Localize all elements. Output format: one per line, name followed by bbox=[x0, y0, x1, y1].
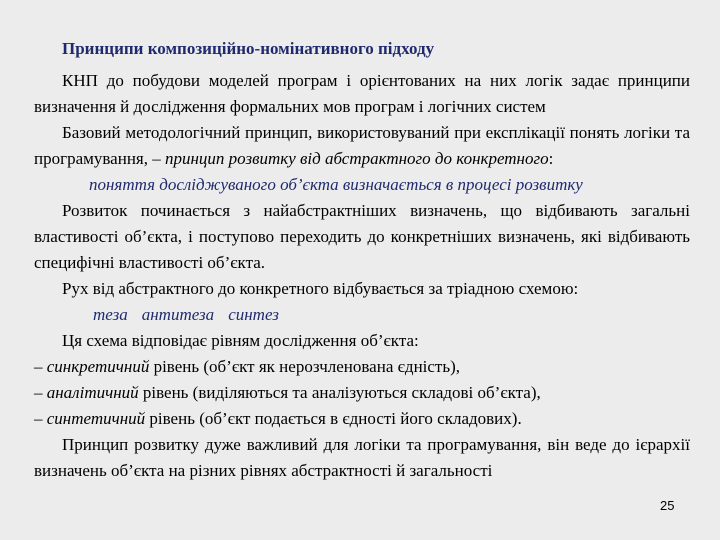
triad-list bbox=[34, 302, 690, 328]
highlight-statement: поняття досліджуваного об’єкта визначається в процесі розвитку bbox=[89, 175, 583, 194]
principle-italic: принцип розвитку від абстрактного до конкретного bbox=[165, 149, 549, 168]
level-desc: рівень (виділяються та аналізуються складові об’єкта), bbox=[138, 383, 541, 402]
level-term: аналітичний bbox=[46, 383, 139, 402]
level-desc: рівень (об’єкт подається в єдності його складових). bbox=[145, 409, 522, 428]
paragraph-conclusion: Принцип розвитку дуже важливий для логіки та програмування, він веде до ієрархії визначень об’єкта на різних рівнях абстрактності й загальності bbox=[34, 435, 690, 480]
level-term: синтетичний bbox=[46, 409, 146, 428]
level-item bbox=[34, 354, 690, 380]
principle-text: Базовий методологічний принцип, використовуваний при експлікації понять логіки та програмування, – bbox=[34, 123, 690, 168]
paragraph-knp: КНП до побудови моделей програм і орієнтованих на них логік задає принципи визначення й дослідження формальних мов програм і логічних систем bbox=[34, 71, 690, 116]
level-dash: – bbox=[34, 409, 47, 428]
triad-antithesis: антитеза bbox=[141, 305, 215, 324]
paragraph-principle bbox=[34, 120, 690, 172]
page-number: 25 bbox=[660, 498, 675, 513]
principle-colon: : bbox=[548, 149, 554, 168]
slide-title: Принципи композиційно-номінативного підходу bbox=[62, 39, 435, 58]
level-item bbox=[34, 380, 690, 406]
triad-synthesis: синтез bbox=[228, 305, 279, 324]
paragraph-triad-intro: Рух від абстрактного до конкретного відбувається за тріадною схемою: bbox=[62, 279, 579, 298]
level-dash: – bbox=[34, 383, 47, 402]
paragraph-development: Розвиток починається з найабстрактніших визначень, що відбивають загальні властивості об’єкта, і поступово переходить до конкретніших визначень, які відбивають специфічні властивості об’єкта. bbox=[34, 201, 690, 272]
level-item bbox=[34, 406, 690, 432]
paragraph-levels-intro: Ця схема відповідає рівням дослідження об’єкта: bbox=[62, 331, 419, 350]
slide-body bbox=[34, 68, 690, 484]
triad-thesis: теза bbox=[93, 305, 128, 324]
level-dash: – bbox=[34, 357, 47, 376]
level-desc: рівень (об’єкт як нерозчленована єдність), bbox=[149, 357, 461, 376]
level-term: синкретичний bbox=[46, 357, 150, 376]
